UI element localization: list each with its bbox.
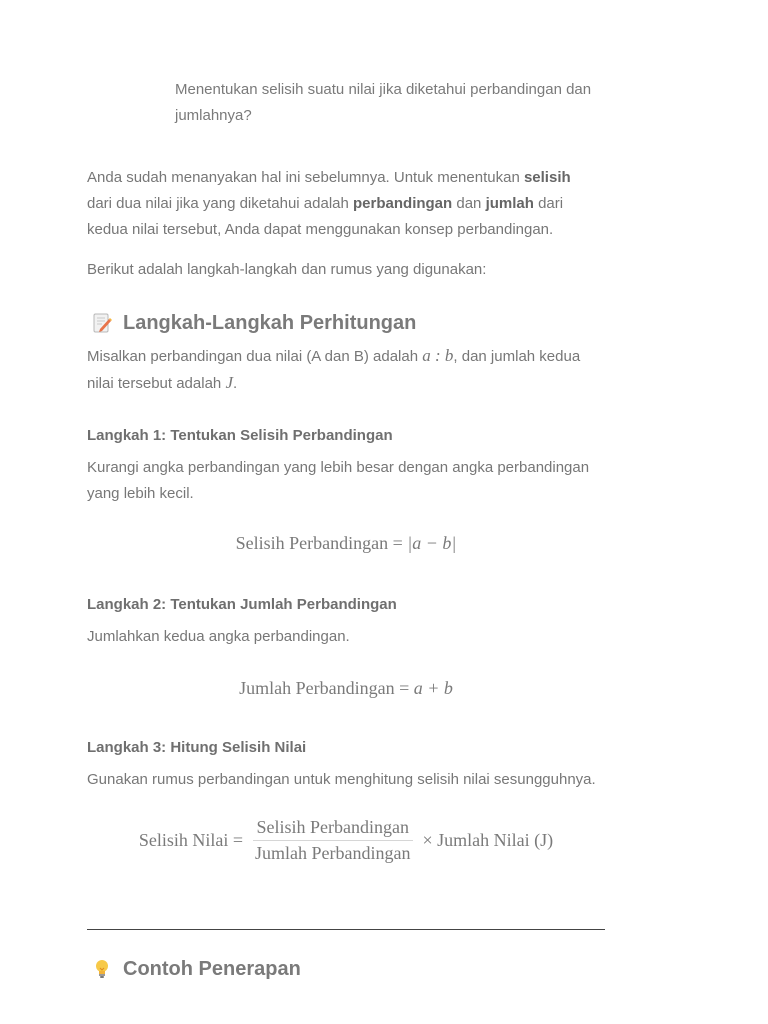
step3-title: Langkah 3: Hitung Selisih Nilai <box>87 739 307 756</box>
setup-text: . <box>232 375 238 392</box>
intro-bold-selisih: selisih <box>523 169 571 186</box>
lightbulb-icon <box>91 958 113 980</box>
step3-formula <box>87 817 605 864</box>
intro-text: Anda sudah menanyakan hal ini sebelumnya. Untuk menentukan <box>87 169 524 186</box>
steps-intro: Berikut adalah langkah-langkah dan rumus yang digunakan: <box>87 261 487 278</box>
formula-rhs: × Jumlah Nilai (J) <box>422 830 554 850</box>
fraction-numerator: Selisih Perbandingan <box>253 817 413 841</box>
section-title-example: Contoh Penerapan <box>123 958 301 980</box>
intro-text: dari dua nilai jika yang diketahui adalah <box>87 195 354 212</box>
formula-label: Selisih Perbandingan = <box>235 533 408 553</box>
fraction-denominator: Jumlah Perbandingan <box>255 843 411 863</box>
answer-content <box>87 165 607 864</box>
section-divider <box>87 929 605 930</box>
formula-label: Jumlah Perbandingan = <box>239 678 414 698</box>
math-total: J <box>225 373 233 392</box>
setup-text: , dan jumlah kedua nilai tersebut adalah <box>87 348 581 392</box>
user-question: Menentukan selisih suatu nilai jika diketahui perbandingan dan jumlahnya? <box>175 81 592 124</box>
step1-desc: Kurangi angka perbandingan yang lebih besar dengan angka perbandingan yang lebih kecil. <box>87 459 590 502</box>
setup-text: Misalkan perbandingan dua nilai (A dan B) adalah <box>87 348 423 365</box>
step1-title: Langkah 1: Tentukan Selisih Perbandingan <box>87 427 393 444</box>
section-heading-steps <box>87 309 607 337</box>
formula-lhs: Selisih Nilai = <box>138 830 244 850</box>
formula-expression: a + b <box>413 678 453 698</box>
intro-paragraph <box>87 165 587 243</box>
intro-text: dan <box>452 195 486 212</box>
step2-desc: Jumlahkan kedua angka perbandingan. <box>87 628 350 645</box>
math-ratio: a : b <box>422 346 454 365</box>
intro-text: dari kedua nilai tersebut, Anda dapat menggunakan konsep perbandingan. <box>87 195 564 238</box>
intro-bold-perbandingan: perbandingan <box>353 195 453 212</box>
step2-title: Langkah 2: Tentukan Jumlah Perbandingan <box>87 596 397 613</box>
formula-expression: |a − b| <box>407 533 457 553</box>
memo-icon <box>91 312 113 334</box>
section-title-steps: Langkah-Langkah Perhitungan <box>123 312 417 334</box>
step1-formula <box>87 533 605 554</box>
step3-desc: Gunakan rumus perbandingan untuk menghitung selisih nilai sesungguhnya. <box>87 771 596 788</box>
section-heading-example <box>87 955 301 983</box>
setup-paragraph <box>87 343 607 397</box>
intro-bold-jumlah: jumlah <box>485 195 534 212</box>
step2-formula <box>87 678 605 699</box>
formula-fraction <box>251 817 414 864</box>
